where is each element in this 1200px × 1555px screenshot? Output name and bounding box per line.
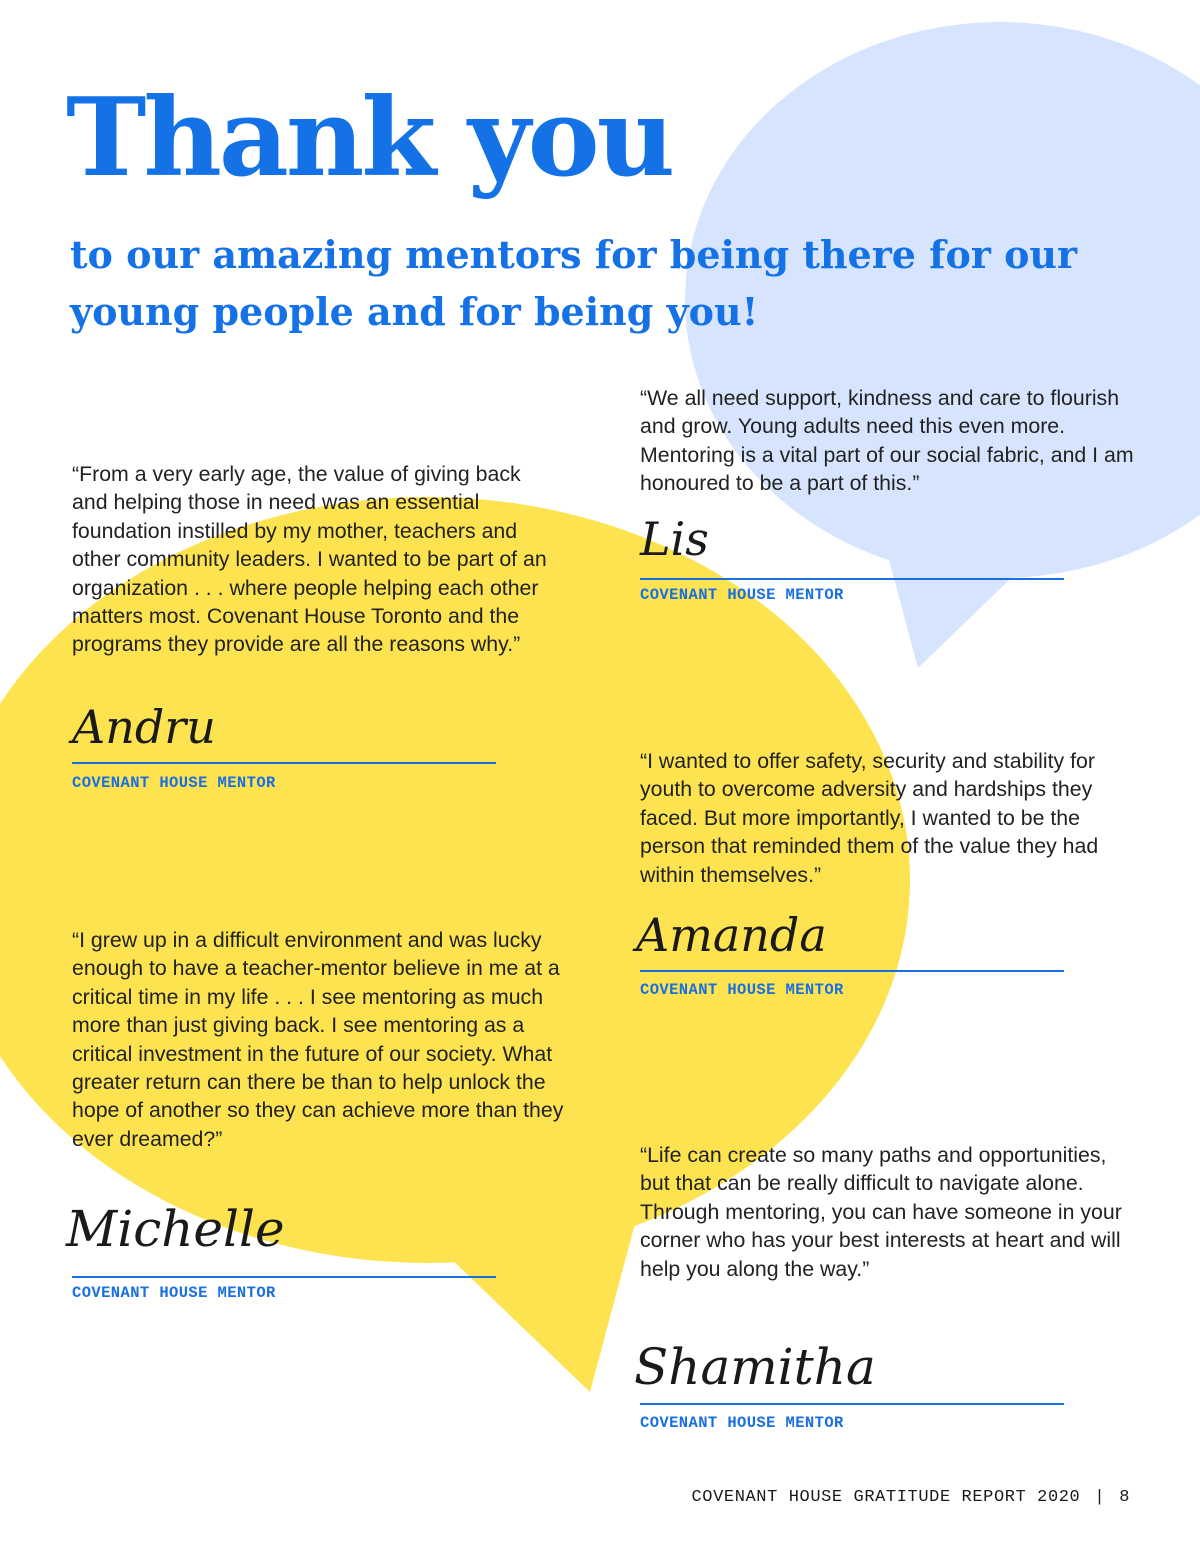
- blue-speech-bubble: [685, 22, 1200, 668]
- testimonial-quote: “I wanted to offer safety, security and stability for youth to overcome adversity and hardships they faced. But more importantly, I wanted to be the person that reminded them of the value they had within themselves.”: [640, 749, 1099, 887]
- mentor-role-label: COVENANT HOUSE MENTOR: [640, 1414, 844, 1432]
- testimonial-quote: “Life can create so many paths and opportunities, but that can be really difficult to navigate alone. Through mentoring, you can have someone in your corner who has your best interests at heart and will help you along the way.”: [640, 1143, 1122, 1281]
- page-footer: [692, 1488, 1131, 1507]
- signature-shamitha: Shamitha: [634, 1338, 876, 1396]
- signature-line: [640, 970, 1064, 972]
- signature-michelle: Michelle: [66, 1200, 285, 1258]
- page-subtitle: to our amazing mentors for being there for our young people and for being you!: [70, 232, 1078, 334]
- signature-amanda: Amanda: [636, 908, 827, 962]
- signature-line: [72, 762, 496, 764]
- signature-line: [72, 1276, 496, 1278]
- page-number: 8: [1119, 1488, 1130, 1507]
- signature-line: [640, 1403, 1064, 1405]
- testimonial-quote: “We all need support, kindness and care to flourish and grow. Young adults need this even more. Mentoring is a vital part of our social fabric, and I am honoured to be a part of this.”: [640, 386, 1134, 496]
- report-title: COVENANT HOUSE GRATITUDE REPORT 2020: [691, 1488, 1081, 1507]
- footer-separator: |: [1094, 1488, 1106, 1507]
- signature-lis: Lis: [640, 512, 709, 566]
- signature-andru: Andru: [72, 700, 216, 754]
- mentor-role-label: COVENANT HOUSE MENTOR: [640, 981, 844, 999]
- signature-line: [640, 578, 1064, 580]
- testimonial-quote: “From a very early age, the value of giving back and helping those in need was an essential foundation instilled by my mother, teachers and other community leaders. I wanted to be part of an organization . . . where people helping each other matters most. Covenant House Toronto and the programs they provide are all the reasons why.”: [72, 462, 547, 657]
- page-title: Thank you: [66, 75, 673, 201]
- mentor-role-label: COVENANT HOUSE MENTOR: [72, 1284, 276, 1302]
- mentor-role-label: COVENANT HOUSE MENTOR: [640, 586, 844, 604]
- testimonial-quote: “I grew up in a difficult environment and was lucky enough to have a teacher-mentor believe in me at a critical time in my life . . . I see mentoring as much more than just giving back. I see mentoring as a critical investment in the future of our society. What greater return can there be than to help unlock the hope of another so they can achieve more than they ever dreamed?”: [72, 928, 564, 1151]
- mentor-role-label: COVENANT HOUSE MENTOR: [72, 774, 276, 792]
